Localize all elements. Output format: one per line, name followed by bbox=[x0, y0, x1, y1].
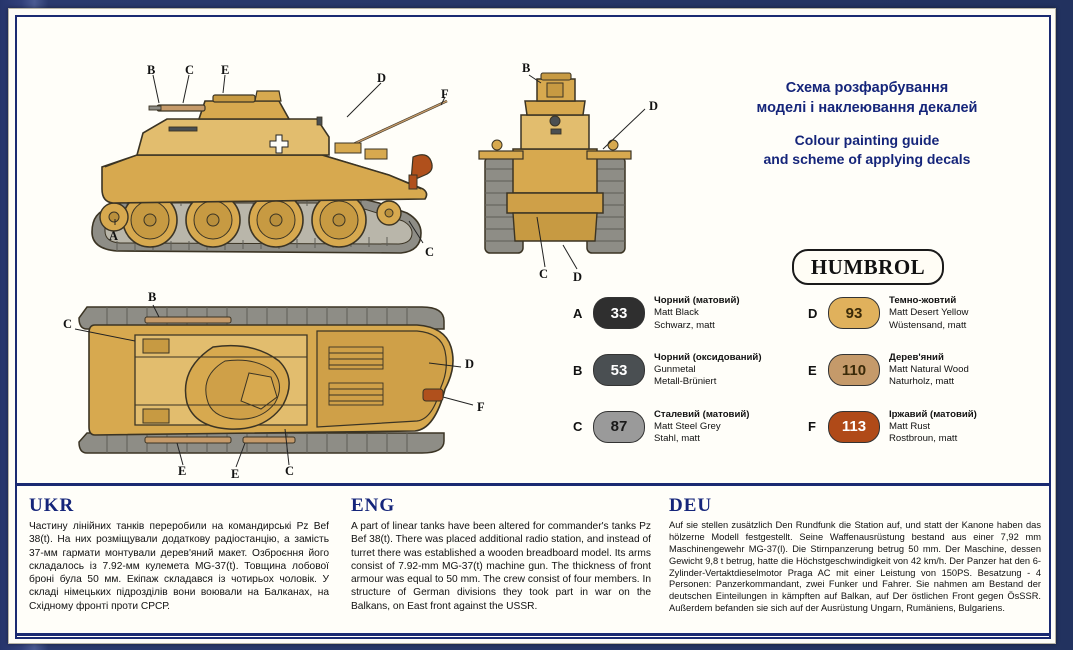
colour-chip-113 bbox=[828, 411, 880, 443]
colour-code-33: 33 bbox=[610, 304, 628, 322]
colour-chip-93 bbox=[828, 297, 880, 329]
callout-front-D-lower: D bbox=[573, 270, 583, 284]
guide-title-ukr-line1: Схема розфарбування bbox=[785, 80, 949, 96]
guide-title-ukr-line2: моделі і наклеювання декалей bbox=[756, 99, 978, 116]
colour-letter-E: E bbox=[808, 362, 817, 378]
callout-side-F: F bbox=[441, 87, 449, 101]
top-view-group bbox=[75, 305, 473, 467]
humbrol-logo-text: HUMBROL bbox=[810, 254, 926, 279]
description-columns bbox=[17, 487, 1049, 635]
colour-name-eng-93: Matt Desert Yellow bbox=[889, 307, 969, 319]
body-eng: A part of linear tanks have been altered for commander's tanks Pz Bef 38(t). There was placed additional radio station, and instead of turret there was established a wooden breadboard model. Its arms consist of 7.92-mm MG-37(t) machine gun. The thickness of front armour was equal to 50 mm. The crew consist of four members. In structure of German divisions they took part in war on the Balkans, on East front against the USSR. bbox=[351, 521, 651, 612]
colour-letter-B: B bbox=[573, 362, 583, 378]
description-column-eng bbox=[351, 495, 651, 613]
callout-side-C-lower: C bbox=[425, 245, 435, 259]
callout-side-E: E bbox=[221, 63, 230, 77]
colour-entry-E bbox=[808, 352, 1043, 389]
colour-chip-87 bbox=[593, 411, 645, 443]
colour-name-eng-113: Matt Rust bbox=[889, 420, 931, 432]
callout-top-E2: E bbox=[231, 467, 240, 481]
heading-deu: DEU bbox=[669, 495, 713, 516]
colour-names-87 bbox=[654, 409, 749, 446]
colour-code-87: 87 bbox=[610, 418, 628, 436]
colour-row-3 bbox=[573, 409, 1043, 446]
colour-name-ukr-87: Сталевий (матовий) bbox=[654, 408, 750, 420]
colour-name-ukr-93: Темно-жовтий bbox=[889, 295, 957, 306]
colour-legend-table bbox=[573, 295, 1043, 465]
body-ukr: Частину лінійних танків переробили на командирські Pz Bef 38(t). На них розміщували додаткову радіостанцію, а замість 37-мм гармати монтували дерев'яний макет. Озброєння його складалось із 7.92-мм кулемета MG-37(t). Товщина лобової броні була 50 мм. Екіпаж складався із чотирьох чоловік. У складі німецьких підрозділів вони воювали на Балканах, на Східному фронті проти СРСР. bbox=[29, 521, 329, 612]
front-view-group bbox=[479, 73, 645, 269]
colour-letter-D: D bbox=[808, 305, 818, 321]
colour-name-ukr-110: Дерев'яний bbox=[889, 351, 944, 363]
callout-side-D: D bbox=[377, 71, 387, 85]
callout-front-B: B bbox=[522, 61, 531, 75]
colour-entry-F bbox=[808, 409, 1043, 446]
colour-letter-F: F bbox=[808, 419, 816, 435]
colour-names-53 bbox=[654, 352, 762, 389]
colour-entry-A bbox=[573, 295, 808, 332]
colour-name-eng-87: Matt Steel Grey bbox=[654, 420, 721, 432]
painting-guide-title bbox=[717, 79, 1017, 169]
colour-letter-C: C bbox=[573, 419, 583, 435]
humbrol-logo bbox=[792, 249, 944, 285]
colour-names-93 bbox=[889, 295, 968, 332]
colour-name-deu-113: Rostbroun, matt bbox=[889, 433, 958, 445]
colour-code-110: 110 bbox=[841, 361, 867, 379]
colour-code-93: 93 bbox=[845, 304, 863, 322]
callout-top-F: F bbox=[477, 400, 485, 414]
heading-ukr: UKR bbox=[29, 495, 75, 516]
side-view-group bbox=[92, 75, 447, 253]
colour-name-ukr-33: Чорний (матовий) bbox=[654, 295, 740, 306]
colour-letter-A: A bbox=[573, 305, 583, 321]
instruction-sheet bbox=[8, 8, 1056, 644]
colour-name-deu-87: Stahl, matt bbox=[654, 433, 700, 445]
colour-name-deu-53: Metall-Brüniert bbox=[654, 376, 717, 388]
body-deu: Auf sie stellen zusätzlich Den Rundfunk die Station auf, und statt der Kanone haben das hölzerne Modell festgestellt. Seine Waffenausrüstung bestand aus einer 7,92 mm Maschinengewehr MG-37(l). Die Stirnpanzerung betrug 50 mm. Der Maschine, dessen Gewicht 9,8 t betrug, hatte die Höchstgeschwindigkeit von 42 km/h. Der Panzer hat den 6-Zylinder-Vertaktdieselmotor Praga AC mit einer Leistung von 150PS. Besatzung - 4 Personen: Panzerkommandant, zwei Funker und Fahrer. Sie nahmen am Bestand der deutschen Einteilungen in kämpften auf Balkan, auf Der östlichen Front gegen ÖsSSR. Außerdem befanden sie sich auf der Ausrüstung Ungarn, Rumäniens, Bulgariens. bbox=[669, 520, 1041, 614]
colour-name-eng-110: Matt Natural Wood bbox=[889, 364, 969, 376]
colour-row-1 bbox=[573, 295, 1043, 332]
sheet-inner-border bbox=[15, 15, 1051, 639]
colour-code-113: 113 bbox=[841, 418, 867, 436]
callout-top-B: B bbox=[148, 290, 157, 304]
divider-rule-bottom bbox=[17, 633, 1049, 636]
colour-entry-D bbox=[808, 295, 1043, 332]
colour-name-deu-110: Naturholz, matt bbox=[889, 376, 955, 388]
colour-chip-53 bbox=[593, 354, 645, 386]
colour-chip-110 bbox=[828, 354, 880, 386]
callout-top-D: D bbox=[465, 357, 475, 371]
colour-names-110 bbox=[889, 352, 969, 389]
colour-name-eng-53: Gunmetal bbox=[654, 364, 696, 376]
callout-front-C: C bbox=[539, 267, 549, 281]
colour-entry-C bbox=[573, 409, 808, 446]
callout-side-C: C bbox=[185, 63, 195, 77]
guide-title-eng-line1: Colour painting guide bbox=[794, 132, 940, 149]
callout-top-C: C bbox=[63, 317, 73, 331]
colour-entry-B bbox=[573, 352, 808, 389]
colour-name-ukr-113: Іржавий (матовий) bbox=[889, 408, 977, 420]
colour-name-deu-33: Schwarz, matt bbox=[654, 319, 715, 331]
description-column-ukr bbox=[29, 495, 329, 613]
colour-chip-33 bbox=[593, 297, 645, 329]
callout-side-A: A bbox=[109, 229, 119, 243]
callout-side-B: B bbox=[147, 63, 156, 77]
colour-name-ukr-53: Чорний (оксидований) bbox=[654, 351, 762, 363]
heading-eng: ENG bbox=[351, 495, 396, 516]
divider-rule-top bbox=[17, 483, 1049, 486]
callout-front-D: D bbox=[649, 99, 659, 113]
colour-code-53: 53 bbox=[610, 361, 628, 379]
callout-top-E: E bbox=[178, 464, 187, 478]
description-column-deu bbox=[669, 495, 1041, 615]
callout-top-C2: C bbox=[285, 464, 295, 478]
colour-row-2 bbox=[573, 352, 1043, 389]
colour-name-eng-33: Matt Black bbox=[654, 307, 699, 319]
colour-names-113 bbox=[889, 409, 977, 446]
colour-names-33 bbox=[654, 295, 740, 332]
colour-name-deu-93: Wüstensand, matt bbox=[889, 319, 967, 331]
guide-title-eng-line2: and scheme of applying decals bbox=[763, 151, 971, 168]
